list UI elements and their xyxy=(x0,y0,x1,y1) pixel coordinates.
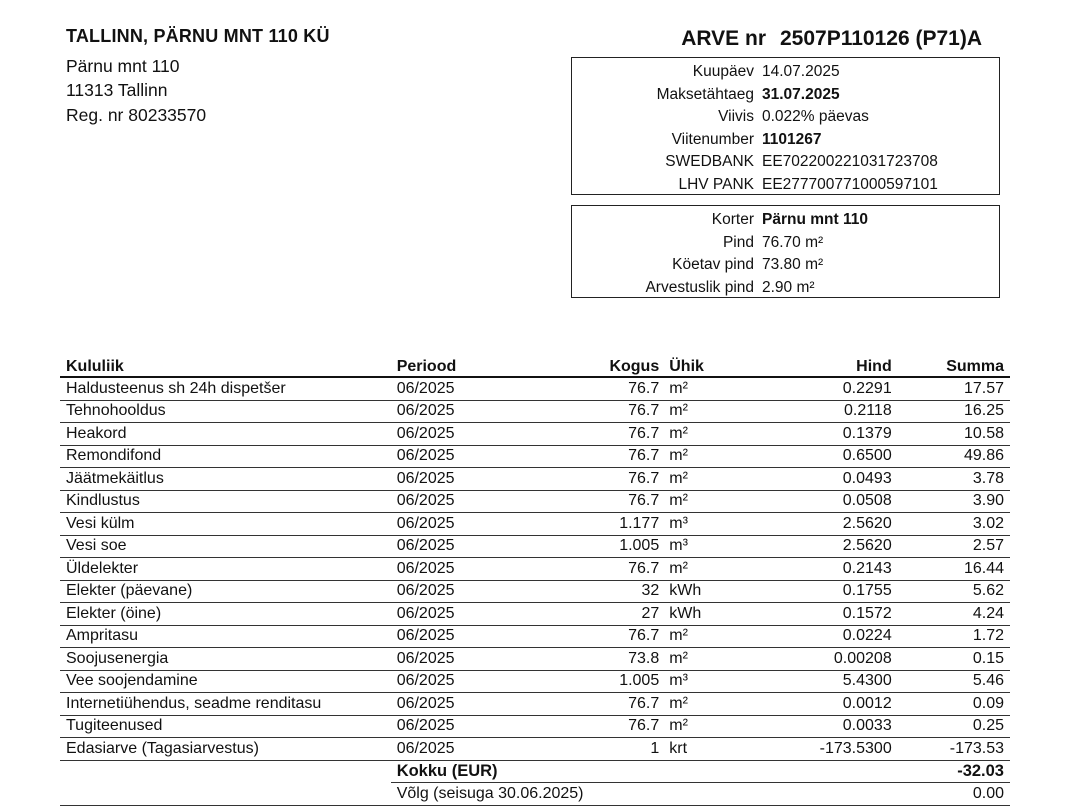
cell-period: 06/2025 xyxy=(391,715,553,738)
payment-label: Kuupäev xyxy=(692,63,754,81)
cell-sum: 3.78 xyxy=(898,468,1010,491)
table-row xyxy=(60,603,1010,626)
cell-type: Tugiteenused xyxy=(60,715,391,738)
cell-type: Tehnohooldus xyxy=(60,400,391,423)
cell-unit: m² xyxy=(663,715,745,738)
cell-unit: m² xyxy=(663,648,745,671)
total-row xyxy=(60,760,1010,783)
table-row xyxy=(60,558,1010,581)
header-unit: Ühik xyxy=(663,356,745,377)
cell-type: Elekter (päevane) xyxy=(60,580,391,603)
cell-price: 0.00208 xyxy=(745,648,897,671)
cell-unit: krt xyxy=(663,738,745,761)
apartment-label: Arvestuslik pind xyxy=(645,278,754,296)
cell-price: 0.6500 xyxy=(745,445,897,468)
table-row xyxy=(60,670,1010,693)
cell-quantity: 76.7 xyxy=(553,715,663,738)
cell-sum: 0.09 xyxy=(898,693,1010,716)
apartment-row xyxy=(572,232,999,255)
cell-type: Ampritasu xyxy=(60,625,391,648)
cell-price: 0.2143 xyxy=(745,558,897,581)
cell-period: 06/2025 xyxy=(391,603,553,626)
cell-period: 06/2025 xyxy=(391,490,553,513)
table-row xyxy=(60,490,1010,513)
cell-quantity: 1.005 xyxy=(553,670,663,693)
cell-period: 06/2025 xyxy=(391,580,553,603)
cell-unit: m³ xyxy=(663,535,745,558)
table-row xyxy=(60,715,1010,738)
cell-unit: m² xyxy=(663,400,745,423)
total-spacer xyxy=(60,760,391,783)
cell-period: 06/2025 xyxy=(391,625,553,648)
apartment-info-box xyxy=(571,205,1000,298)
cell-price: 2.5620 xyxy=(745,535,897,558)
cell-quantity: 32 xyxy=(553,580,663,603)
cell-sum: 49.86 xyxy=(898,445,1010,468)
cell-quantity: 76.7 xyxy=(553,625,663,648)
cell-unit: m³ xyxy=(663,513,745,536)
payment-row xyxy=(572,151,999,174)
payment-label: Viitenumber xyxy=(671,130,754,148)
cell-unit: kWh xyxy=(663,580,745,603)
apartment-row xyxy=(572,209,999,232)
cell-unit: m² xyxy=(663,558,745,581)
cell-sum: 3.90 xyxy=(898,490,1010,513)
cell-period: 06/2025 xyxy=(391,693,553,716)
cell-period: 06/2025 xyxy=(391,670,553,693)
cell-price: -173.5300 xyxy=(745,738,897,761)
cell-price: 0.2118 xyxy=(745,400,897,423)
cell-sum: 16.44 xyxy=(898,558,1010,581)
company-address-city: 11313 Tallinn xyxy=(66,80,168,100)
cell-type: Remondifond xyxy=(60,445,391,468)
total-label: Kokku (EUR) xyxy=(391,760,898,783)
cell-sum: 5.62 xyxy=(898,580,1010,603)
charges-table xyxy=(60,356,1010,806)
cell-price: 0.2291 xyxy=(745,377,897,400)
cell-price: 0.0493 xyxy=(745,468,897,491)
cell-quantity: 76.7 xyxy=(553,558,663,581)
cell-quantity: 27 xyxy=(553,603,663,626)
payment-value: 31.07.2025 xyxy=(762,85,840,103)
payment-label: Maksetähtaeg xyxy=(656,85,754,103)
apartment-value: Pärnu mnt 110 xyxy=(762,211,868,229)
cell-sum: 1.72 xyxy=(898,625,1010,648)
cell-type: Vesi külm xyxy=(60,513,391,536)
cell-quantity: 73.8 xyxy=(553,648,663,671)
cell-type: Elekter (öine) xyxy=(60,603,391,626)
table-row xyxy=(60,625,1010,648)
cell-sum: 5.46 xyxy=(898,670,1010,693)
cell-price: 0.1379 xyxy=(745,423,897,446)
cell-sum: 2.57 xyxy=(898,535,1010,558)
cell-quantity: 76.7 xyxy=(553,400,663,423)
cell-unit: m² xyxy=(663,693,745,716)
cell-period: 06/2025 xyxy=(391,513,553,536)
cell-sum: 3.02 xyxy=(898,513,1010,536)
table-row xyxy=(60,445,1010,468)
table-row xyxy=(60,648,1010,671)
payment-label: LHV PANK xyxy=(678,175,754,193)
table-row xyxy=(60,580,1010,603)
payment-row xyxy=(572,174,999,197)
cell-period: 06/2025 xyxy=(391,535,553,558)
table-row xyxy=(60,693,1010,716)
cell-period: 06/2025 xyxy=(391,377,553,400)
header-type: Kululiik xyxy=(60,356,391,377)
cell-price: 0.1755 xyxy=(745,580,897,603)
cell-quantity: 76.7 xyxy=(553,693,663,716)
cell-unit: m² xyxy=(663,377,745,400)
apartment-label: Köetav pind xyxy=(672,256,754,274)
cell-price: 0.1572 xyxy=(745,603,897,626)
cell-unit: m² xyxy=(663,445,745,468)
debt-spacer xyxy=(60,783,391,806)
cell-type: Heakord xyxy=(60,423,391,446)
payment-value: 0.022% päevas xyxy=(762,108,869,126)
header-quantity: Kogus xyxy=(553,356,663,377)
cell-period: 06/2025 xyxy=(391,468,553,491)
cell-quantity: 76.7 xyxy=(553,468,663,491)
cell-quantity: 76.7 xyxy=(553,423,663,446)
header-period: Periood xyxy=(391,356,553,377)
table-row xyxy=(60,423,1010,446)
payment-label: SWEDBANK xyxy=(665,153,754,171)
cell-price: 0.0033 xyxy=(745,715,897,738)
cell-period: 06/2025 xyxy=(391,738,553,761)
payment-row xyxy=(572,61,999,84)
cell-sum: 10.58 xyxy=(898,423,1010,446)
cell-type: Kindlustus xyxy=(60,490,391,513)
cell-unit: kWh xyxy=(663,603,745,626)
debt-value: 0.00 xyxy=(898,783,1010,806)
table-header-row xyxy=(60,356,1010,377)
table-row xyxy=(60,513,1010,536)
cell-type: Vee soojendamine xyxy=(60,670,391,693)
company-reg-number: Reg. nr 80233570 xyxy=(66,105,207,125)
cell-sum: 0.25 xyxy=(898,715,1010,738)
apartment-value: 2.90 m² xyxy=(762,278,815,296)
cell-sum: -173.53 xyxy=(898,738,1010,761)
cell-quantity: 1 xyxy=(553,738,663,761)
apartment-value: 73.80 m² xyxy=(762,256,824,274)
cell-unit: m² xyxy=(663,625,745,648)
debt-label: Võlg (seisuga 30.06.2025) xyxy=(391,783,898,806)
apartment-row xyxy=(572,277,999,300)
payment-value: 1101267 xyxy=(762,130,822,148)
payment-row xyxy=(572,84,999,107)
cell-unit: m² xyxy=(663,423,745,446)
payment-row xyxy=(572,129,999,152)
cell-type: Edasiarve (Tagasiarvestus) xyxy=(60,738,391,761)
invoice-number: 2507P110126 (P71)A xyxy=(780,27,982,50)
cell-type: Üldelekter xyxy=(60,558,391,581)
company-address-street: Pärnu mnt 110 xyxy=(66,56,180,76)
table-row xyxy=(60,738,1010,761)
apartment-row xyxy=(572,254,999,277)
cell-type: Internetiühendus, seadme renditasu xyxy=(60,693,391,716)
cell-period: 06/2025 xyxy=(391,445,553,468)
cell-unit: m² xyxy=(663,468,745,491)
header-sum: Summa xyxy=(898,356,1010,377)
invoice-title xyxy=(681,27,982,51)
cell-unit: m² xyxy=(663,490,745,513)
cell-sum: 0.15 xyxy=(898,648,1010,671)
cell-period: 06/2025 xyxy=(391,423,553,446)
invoice-label: ARVE nr xyxy=(681,27,766,50)
cell-sum: 16.25 xyxy=(898,400,1010,423)
header-price: Hind xyxy=(745,356,897,377)
debt-row xyxy=(60,783,1010,806)
cell-type: Haldusteenus sh 24h dispetšer xyxy=(60,377,391,400)
table-row xyxy=(60,535,1010,558)
cell-price: 0.0508 xyxy=(745,490,897,513)
cell-quantity: 76.7 xyxy=(553,377,663,400)
cell-period: 06/2025 xyxy=(391,400,553,423)
payment-info-box xyxy=(571,57,1000,195)
cell-type: Soojusenergia xyxy=(60,648,391,671)
cell-unit: m³ xyxy=(663,670,745,693)
cell-price: 0.0224 xyxy=(745,625,897,648)
payment-row xyxy=(572,106,999,129)
cell-quantity: 76.7 xyxy=(553,445,663,468)
cell-price: 2.5620 xyxy=(745,513,897,536)
apartment-label: Korter xyxy=(711,211,754,229)
table-row xyxy=(60,400,1010,423)
payment-label: Viivis xyxy=(718,108,754,126)
apartment-value: 76.70 m² xyxy=(762,233,824,251)
table-row xyxy=(60,377,1010,400)
payment-value: 14.07.2025 xyxy=(762,63,840,81)
payment-value: EE277700771000597101 xyxy=(762,175,938,193)
cell-type: Vesi soe xyxy=(60,535,391,558)
total-value: -32.03 xyxy=(898,760,1010,783)
payment-value: EE702200221031723708 xyxy=(762,153,938,171)
cell-period: 06/2025 xyxy=(391,558,553,581)
cell-quantity: 1.177 xyxy=(553,513,663,536)
cell-sum: 17.57 xyxy=(898,377,1010,400)
company-name: TALLINN, PÄRNU MNT 110 KÜ xyxy=(66,26,330,46)
cell-quantity: 1.005 xyxy=(553,535,663,558)
cell-price: 5.4300 xyxy=(745,670,897,693)
cell-period: 06/2025 xyxy=(391,648,553,671)
cell-sum: 4.24 xyxy=(898,603,1010,626)
apartment-label: Pind xyxy=(722,233,754,251)
cell-type: Jäätmekäitlus xyxy=(60,468,391,491)
cell-quantity: 76.7 xyxy=(553,490,663,513)
cell-price: 0.0012 xyxy=(745,693,897,716)
table-row xyxy=(60,468,1010,491)
